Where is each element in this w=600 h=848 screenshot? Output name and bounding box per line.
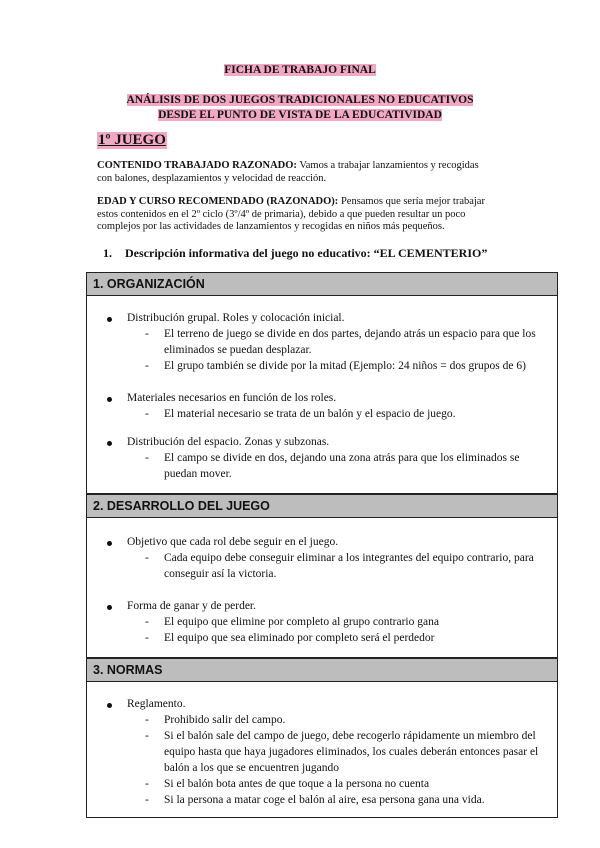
bullet-icon (107, 541, 112, 546)
edad-label: EDAD Y CURSO RECOMENDADO (RAZONADO): (97, 196, 339, 207)
bullet-icon (107, 317, 112, 322)
section-normas: 3. NORMAS Reglamento. - Prohibido salir del campo. - Si el balón sale del campo de juego, debe recogerlo rápidamente un miembro del equipo hasta que haya jugadores eliminados, los cuales deberán entonces pasar el balón a los que se encuentren jugando - Si el balón bota antes de que toque a la persona no cuenta - Si la persona a matar coge el balón al aire, esa persona gana una vida. (86, 658, 558, 818)
section-title: 2. DESARROLLO DEL JUEGO (87, 495, 557, 518)
game-heading: 1º JUEGO (98, 132, 166, 148)
contenido-label: CONTENIDO TRABAJADO RAZONADO: (97, 160, 297, 171)
bullet-icon (107, 605, 112, 610)
numbered-heading: 1. Descripción informativa del juego no educativo: “EL CEMENTERIO” (103, 246, 488, 260)
section-title: 1. ORGANIZACIÓN (87, 273, 557, 296)
bullet-icon (107, 397, 112, 402)
bullet-icon (107, 441, 112, 446)
bullet-icon (107, 703, 112, 708)
section-organizacion: 1. ORGANIZACIÓN Distribución grupal. Roles y colocación inicial. - El terreno de juego se divide en dos partes, dejando atrás un espacio para que los eliminados se puedan desplazar. - El grupo también se divide por la mitad (Ejemplo: 24 niños = dos grupos de 6) Materiales necesarios en función de los roles. - El material necesario se trata de un balón y el espacio de juego. Distribución del espacio. Zonas y subzonas. - El campo se divide en dos, dejando una zona atrás para que los eliminados se puedan mover. (86, 272, 558, 494)
document-subtitle: ANÁLISIS DE DOS JUEGOS TRADICIONALES NO EDUCATIVOS DESDE EL PUNTO DE VISTA DE LA EDUCATIVIDAD (126, 94, 474, 121)
document-title: FICHA DE TRABAJO FINAL (224, 64, 376, 76)
section-desarrollo: 2. DESARROLLO DEL JUEGO Objetivo que cada rol debe seguir en el juego. - Cada equipo debe conseguir eliminar a los integrantes del equipo contrario, para conseguir así la victoria. Forma de ganar y de perder. - El equipo que elimine por completo al grupo contrario gana - El equipo que sea eliminado por completo será el perdedor (86, 494, 558, 658)
contenido-paragraph: CONTENIDO TRABAJADO RAZONADO: Vamos a trabajar lanzamientos y recogidas con balones, desplazamientos y velocidad de reacción. (97, 160, 479, 184)
section-title: 3. NORMAS (87, 659, 557, 682)
edad-paragraph: EDAD Y CURSO RECOMENDADO (RAZONADO): Pensamos que sería mejor trabajar estos contenidos en el 2º ciclo (3º/4º de primaria), debido a que pueden resultar un poco complejos por las actividades de lanzamientos y recogidas en niños más pequeños. (97, 196, 485, 232)
